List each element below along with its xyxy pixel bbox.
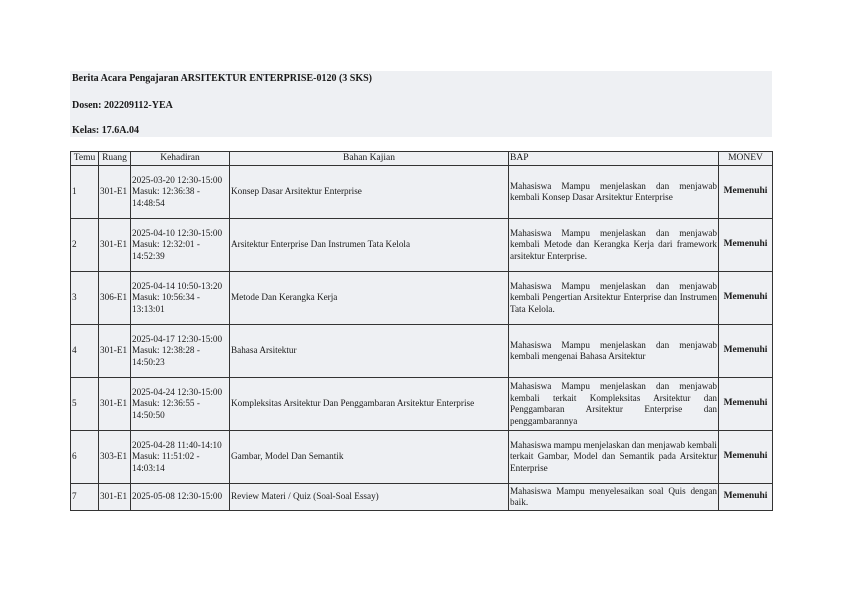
bap-cell: Mahasiswa Mampu menjelaskan dan menjawab kembali terkait Kompleksitas Arsitektur dan Penggambaran Arsitektur Enterprise dan penggambarannya [509,378,719,431]
kehadiran-cell [131,219,230,272]
bahan-kajian-cell: Arsitektur Enterprise Dan Instrumen Tata Kelola [230,219,509,272]
bap-cell: Mahasiswa Mampu menyelesaikan soal Quis dengan baik. [509,484,719,511]
kehadiran-cell [131,325,230,378]
kelas-label: Kelas: 17.6A.04 [72,125,139,136]
bahan-kajian-cell: Konsep Dasar Arsitektur Enterprise [230,166,509,219]
masuk-text: Masuk: 10:56:34 - 13:13:01 [132,292,200,314]
table-row [71,431,773,484]
ruang-cell: 301-E1 [99,219,131,272]
temu-cell: 5 [71,378,99,431]
bahan-kajian-cell: Gambar, Model Dan Semantik [230,431,509,484]
monev-cell: Memenuhi [719,166,773,219]
monev-cell: Memenuhi [719,219,773,272]
col-ruang: Ruang [99,152,131,166]
bahan-kajian-cell: Review Materi / Quiz (Soal-Soal Essay) [230,484,509,511]
col-bahan-kajian: Bahan Kajian [230,152,509,166]
masuk-text: Masuk: 12:38:28 - 14:50:23 [132,345,200,367]
temu-cell: 2 [71,219,99,272]
jadwal-text: 2025-04-10 12:30-15:00 [132,227,223,238]
kehadiran-cell [131,166,230,219]
temu-cell: 3 [71,272,99,325]
col-kehadiran: Kehadiran [131,152,230,166]
bahan-kajian-cell: Metode Dan Kerangka Kerja [230,272,509,325]
jadwal-text: 2025-04-28 11:40-14:10 [132,439,222,450]
ruang-cell: 301-E1 [99,325,131,378]
jadwal-text: 2025-04-17 12:30-15:00 [132,333,223,344]
document-header [70,71,772,137]
bap-table [70,151,773,511]
bap-cell: Mahasiswa Mampu menjelaskan dan menjawab kembali mengenai Bahasa Arsitektur [509,325,719,378]
temu-cell: 4 [71,325,99,378]
table-header-row [71,152,773,166]
kehadiran-cell [131,484,230,511]
kehadiran-cell [131,272,230,325]
bap-cell: Mahasiswa Mampu menjelaskan dan menjawab kembali Pengertian Arsitektur Enterprise dan Instrumen Tata Kelola. [509,272,719,325]
bap-cell: Mahasiswa Mampu menjelaskan dan menjawab kembali Metode dan Kerangka Kerja dari framework arsitektur Enterprise. [509,219,719,272]
masuk-text: Masuk: 12:36:55 - 14:50:50 [132,398,200,420]
monev-cell: Memenuhi [719,325,773,378]
ruang-cell: 301-E1 [99,166,131,219]
temu-cell: 7 [71,484,99,511]
bahan-kajian-cell: Kompleksitas Arsitektur Dan Penggambaran Arsitektur Enterprise [230,378,509,431]
ruang-cell: 306-E1 [99,272,131,325]
bahan-kajian-cell: Bahasa Arsitektur [230,325,509,378]
masuk-text: Masuk: 12:36:38 - 14:48:54 [132,186,200,208]
temu-cell: 1 [71,166,99,219]
masuk-text: Masuk: 12:32:01 - 14:52:39 [132,239,200,261]
ruang-cell: 301-E1 [99,484,131,511]
table-row [71,484,773,511]
col-bap: BAP [509,152,719,166]
dosen-label: Dosen: 202209112-YEA [72,100,173,111]
ruang-cell: 303-E1 [99,431,131,484]
col-monev: MONEV [719,152,773,166]
bap-cell: Mahasiswa mampu menjelaskan dan menjawab kembali terkait Gambar, Model dan Semantik pada Arsitektur Enterprise [509,431,719,484]
table-row [71,166,773,219]
ruang-cell: 301-E1 [99,378,131,431]
jadwal-text: 2025-03-20 12:30-15:00 [132,174,223,185]
jadwal-text: 2025-05-08 12:30-15:00 [132,491,223,502]
monev-cell: Memenuhi [719,431,773,484]
table-row [71,219,773,272]
table-row [71,378,773,431]
bap-cell: Mahasiswa Mampu menjelaskan dan menjawab kembali Konsep Dasar Arsitektur Enterprise [509,166,719,219]
monev-cell: Memenuhi [719,378,773,431]
col-temu: Temu [71,152,99,166]
jadwal-text: 2025-04-14 10:50-13:20 [132,280,223,291]
jadwal-text: 2025-04-24 12:30-15:00 [132,386,223,397]
monev-cell: Memenuhi [719,272,773,325]
kehadiran-cell [131,378,230,431]
monev-cell: Memenuhi [719,484,773,511]
table-row [71,272,773,325]
kehadiran-cell [131,431,230,484]
masuk-text: Masuk: 11:51:02 - 14:03:14 [132,451,200,473]
table-row [71,325,773,378]
temu-cell: 6 [71,431,99,484]
document-title: Berita Acara Pengajaran ARSITEKTUR ENTERPRISE-0120 (3 SKS) [72,73,373,84]
